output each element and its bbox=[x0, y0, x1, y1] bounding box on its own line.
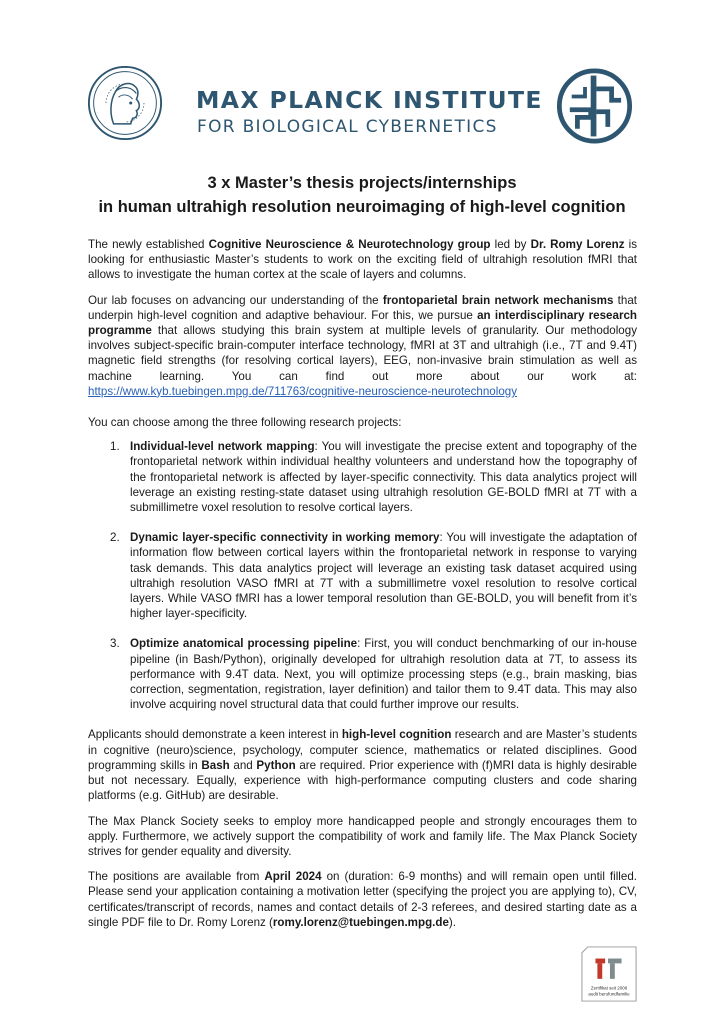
list-item: 3. Optimize anatomical processing pipeline: First, you will conduct benchmarking of our in-house pipeline (in Bash/Python), originally developed for ultrahigh resolution data at 7T, to assess its performance with 9.4T data. Next, you will optimize processing steps (e.g., brain masking, bias correction, segmentation, registration, layer definition) and tailor them to 9.4T data. This may also involve acquiring novel structural data that could further improve our results. bbox=[110, 637, 637, 712]
projects-intro: You can choose among the three following research projects: bbox=[88, 416, 402, 430]
certificate-line-1: Zertifikat seit 2008 bbox=[590, 985, 628, 991]
paragraph-application: The positions are available from April 2024 on (duration: 6-9 months) and will remain open until filled. Please send your application containing a motivation letter (specifying the project you are applying to), CV, certificates/transcript of records, names and contact details of 2-3 referees, and desired starting date as a single PDF file to Dr. Romy Lorenz (romy.lorenz@tuebingen.mpg.de). bbox=[88, 870, 637, 929]
projects-list bbox=[88, 439, 637, 712]
cybernetics-logo-icon bbox=[556, 68, 633, 144]
list-item: 2. Dynamic layer-specific connectivity in working memory: You will investigate the adaptation of information flow between cortical layers within the frontoparietal network in response to varying task demands. This data analytics project will leverage an existing task dataset acquired using ultrahigh resolution VASO fMRI at 7T with a submillimetre voxel resolution to resolve cortical layers. While VASO fMRI has a lower temporal resolution than GE-BOLD, you will benefit from it’s higher layer-specificity. bbox=[110, 531, 637, 621]
page-header bbox=[0, 0, 724, 150]
paragraph-requirements: Applicants should demonstrate a keen interest in high-level cognition research and are Master’s students in cognitive (neuro)science, psychology, computer science, mathematics or related disciplines. Good programming skills in Bash and Python are required. Prior experience with (f)MRI data is highly desirable but not necessary. Equally, experience with high-performance computing clusters and code sharing platforms (e.g. GitHub) are desirable. bbox=[88, 728, 637, 803]
project-title: Dynamic layer-specific connectivity in working memory bbox=[130, 531, 440, 545]
institute-name: MAX PLANCK INSTITUTE bbox=[196, 86, 543, 114]
certificate-line-2: audit berufundfamilie bbox=[588, 991, 630, 997]
institute-subtitle: FOR BIOLOGICAL CYBERNETICS bbox=[197, 117, 498, 137]
audit-berufundfamilie-certificate-icon bbox=[580, 945, 638, 1003]
contact-email[interactable]: romy.lorenz@tuebingen.mpg.de bbox=[272, 915, 449, 929]
paragraph-intro: The newly established Cognitive Neuroscience & Neurotechnology group led by Dr. Romy Lorenz is looking for enthusiastic Master’s students to work on the exciting field of ultrahigh resolution fMRI that allows to investigate the human cortex at the scale of layers and columns. bbox=[88, 238, 638, 282]
page-title-line-1: 3 x Master’s thesis projects/internships bbox=[207, 174, 517, 192]
paragraph-lab-focus: Our lab focuses on advancing our understanding of the frontoparietal brain network mechanisms that underpin high-level cognition and adaptive behaviour. For this, we pursue an interdisciplinary research programme that allows studying this brain system at multiple levels of granularity. Our methodology involves subject-specific brain-computer interface technology, fMRI at 3T and ultrahigh (i.e., 7T and 9.4T) magnetic field strengths (for resolving cortical layers), EEG, non-invasive brain stimulation as well as machine learning. You can find out more about our work at: https://www.kyb.tuebingen.mpg.de/711763/cognitive-neuroscience-neurotechnology bbox=[88, 293, 638, 398]
minerva-seal-icon bbox=[87, 65, 163, 141]
project-title: Optimize anatomical processing pipeline bbox=[130, 637, 358, 651]
project-title: Individual-level network mapping bbox=[130, 440, 315, 454]
document-body bbox=[88, 237, 637, 940]
paragraph-equality: The Max Planck Society seeks to employ more handicapped people and strongly encourages them to apply. Furthermore, we actively support the compatibility of work and family life. The Max Planck Society strives for gender equality and diversity. bbox=[88, 814, 637, 858]
list-item: 1. Individual-level network mapping: You will investigate the precise extent and topography of the frontoparietal network within individual healthy volunteers and understand how the topography of the frontoparietal network is affected by layer-specific connectivity. This data analytics project will leverage an existing resting-state dataset using ultrahigh resolution GE-BOLD fMRI at 7T with a submillimetre voxel resolution to resolve cortical layers. bbox=[110, 440, 638, 515]
group-website-link[interactable]: https://www.kyb.tuebingen.mpg.de/711763/cognitive-neuroscience-neurotechnology bbox=[88, 384, 518, 398]
page-title-line-2: in human ultrahigh resolution neuroimaging of high-level cognition bbox=[98, 198, 626, 216]
